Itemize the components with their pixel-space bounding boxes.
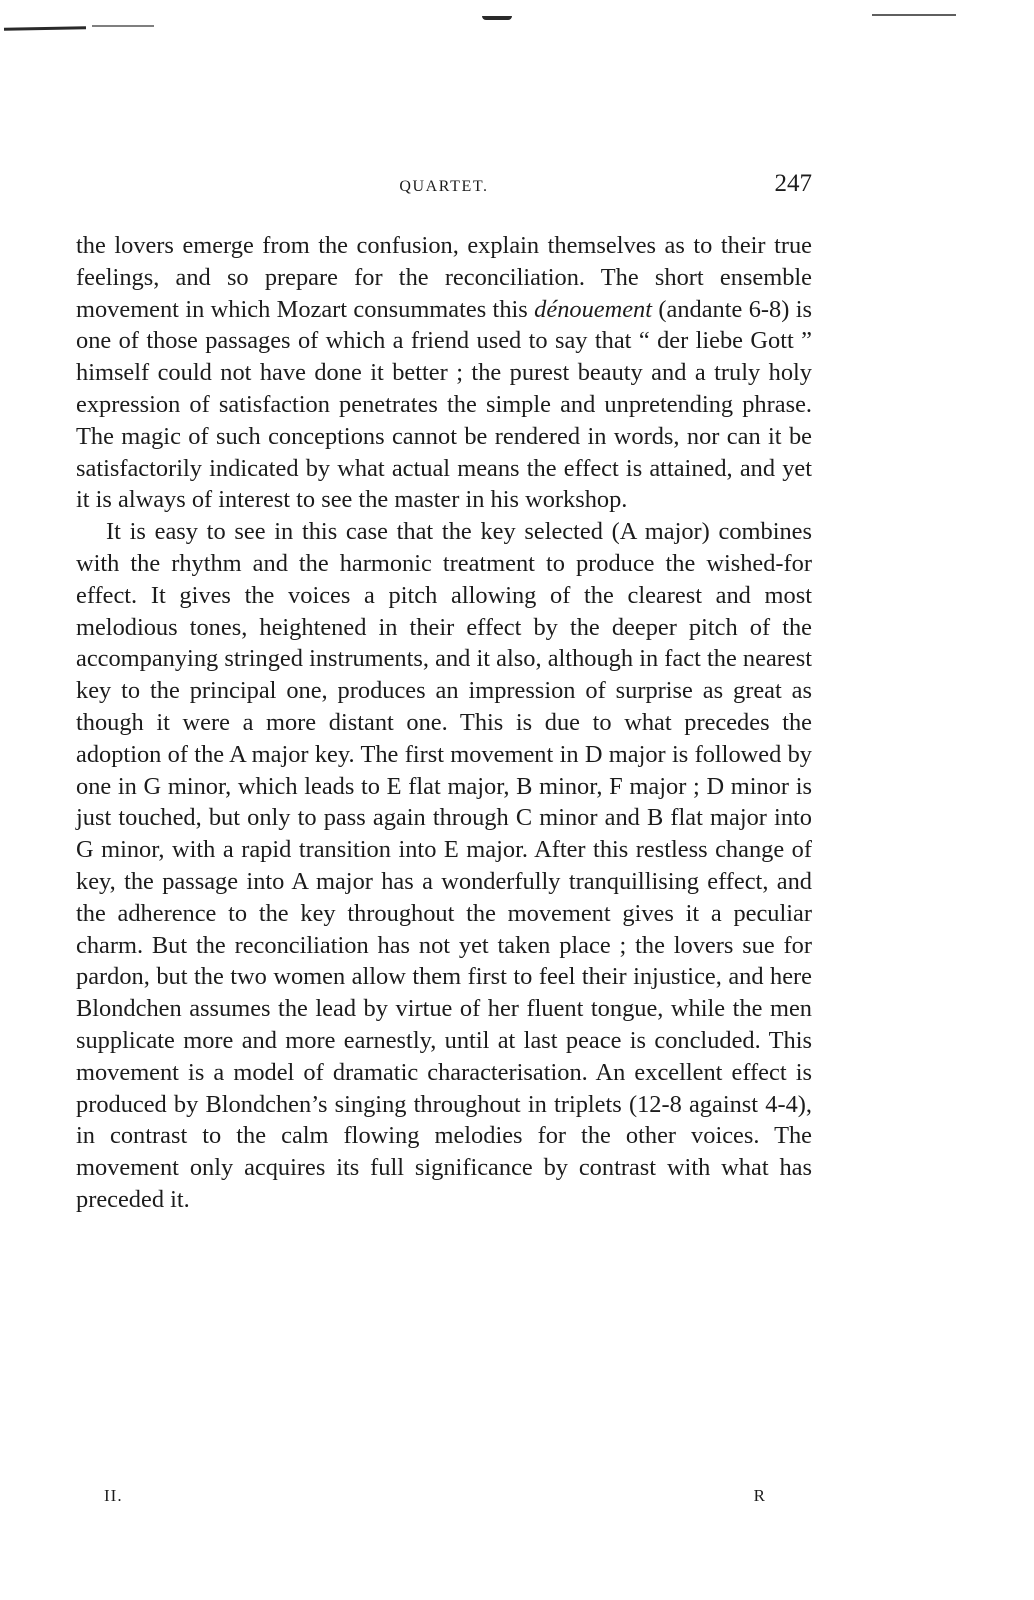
scan-mark-left [4,26,86,30]
sheet-letter: R [753,1486,766,1505]
scan-mark-left-dashes [92,25,154,27]
paragraph-1-text-b: (andante 6-8) is one of those passages of which a friend used to say that “ der liebe Gott ” himself could not have done it better ; the purest beauty and a truly holy expression of satisfaction penetrates the simple and unpretending phrase. The magic of such conceptions cannot be rendered in words, nor can it be satisfactorily indicated by what actual means the effect is attained, and yet it is always of interest to see the master in his workshop. [76,295,812,514]
paragraph-1-text-a: the lovers emerge from the confusion, explain themselves as to their true feelings, and so prepare for the reconciliation. The short ensemble movement in which Mozart consummates this [76,232,812,323]
paragraph-1 [76,230,812,516]
scan-mark-center [482,16,512,20]
page-footer [76,1486,812,1516]
paragraph-2: It is easy to see in this case that the key selected (A major) combines with the rhythm and the harmonic treatment to produce the wished-for effect. It gives the voices a pitch allowing of the clearest and most melodious tones, heightened in their effect by the deeper pitch of the accompanying stringed instruments, and it also, although in fact the nearest key to the principal one, produces an impression of surprise as great as though it were a more distant one. This is due to what precedes the adoption of the A major key. The first movement in D major is followed by one in G minor, which leads to E flat major, B minor, F major ; D minor is just touched, but only to pass again through C minor and B flat major into G minor, with a rapid transition into E major. After this restless change of key, the passage into A major has a wonderfully tranquillising effect, and the adherence to the key throughout the movement gives it a peculiar charm. But the reconciliation has not yet taken place ; the lovers sue for pardon, but the two women allow them first to feel their injustice, and here Blondchen assumes the lead by virtue of her fluent tongue, while the men supplicate more and more earnestly, until at last peace is concluded. This movement is a model of dramatic characterisation. An excellent effect is produced by Blondchen’s singing throughout in triplets (12-8 against 4-4), in contrast to the calm flowing melodies for the other voices. The movement only acquires its full significance by contrast with what has preceded it. [76,518,812,1213]
paragraph-1-italic-term: dénouement [534,295,653,323]
page-number: 247 [774,170,812,197]
running-head [76,170,812,204]
running-title: QUARTET. [399,178,489,195]
scan-mark-right [872,14,956,16]
body-text [76,230,812,1216]
volume-signature: II. [104,1486,123,1505]
